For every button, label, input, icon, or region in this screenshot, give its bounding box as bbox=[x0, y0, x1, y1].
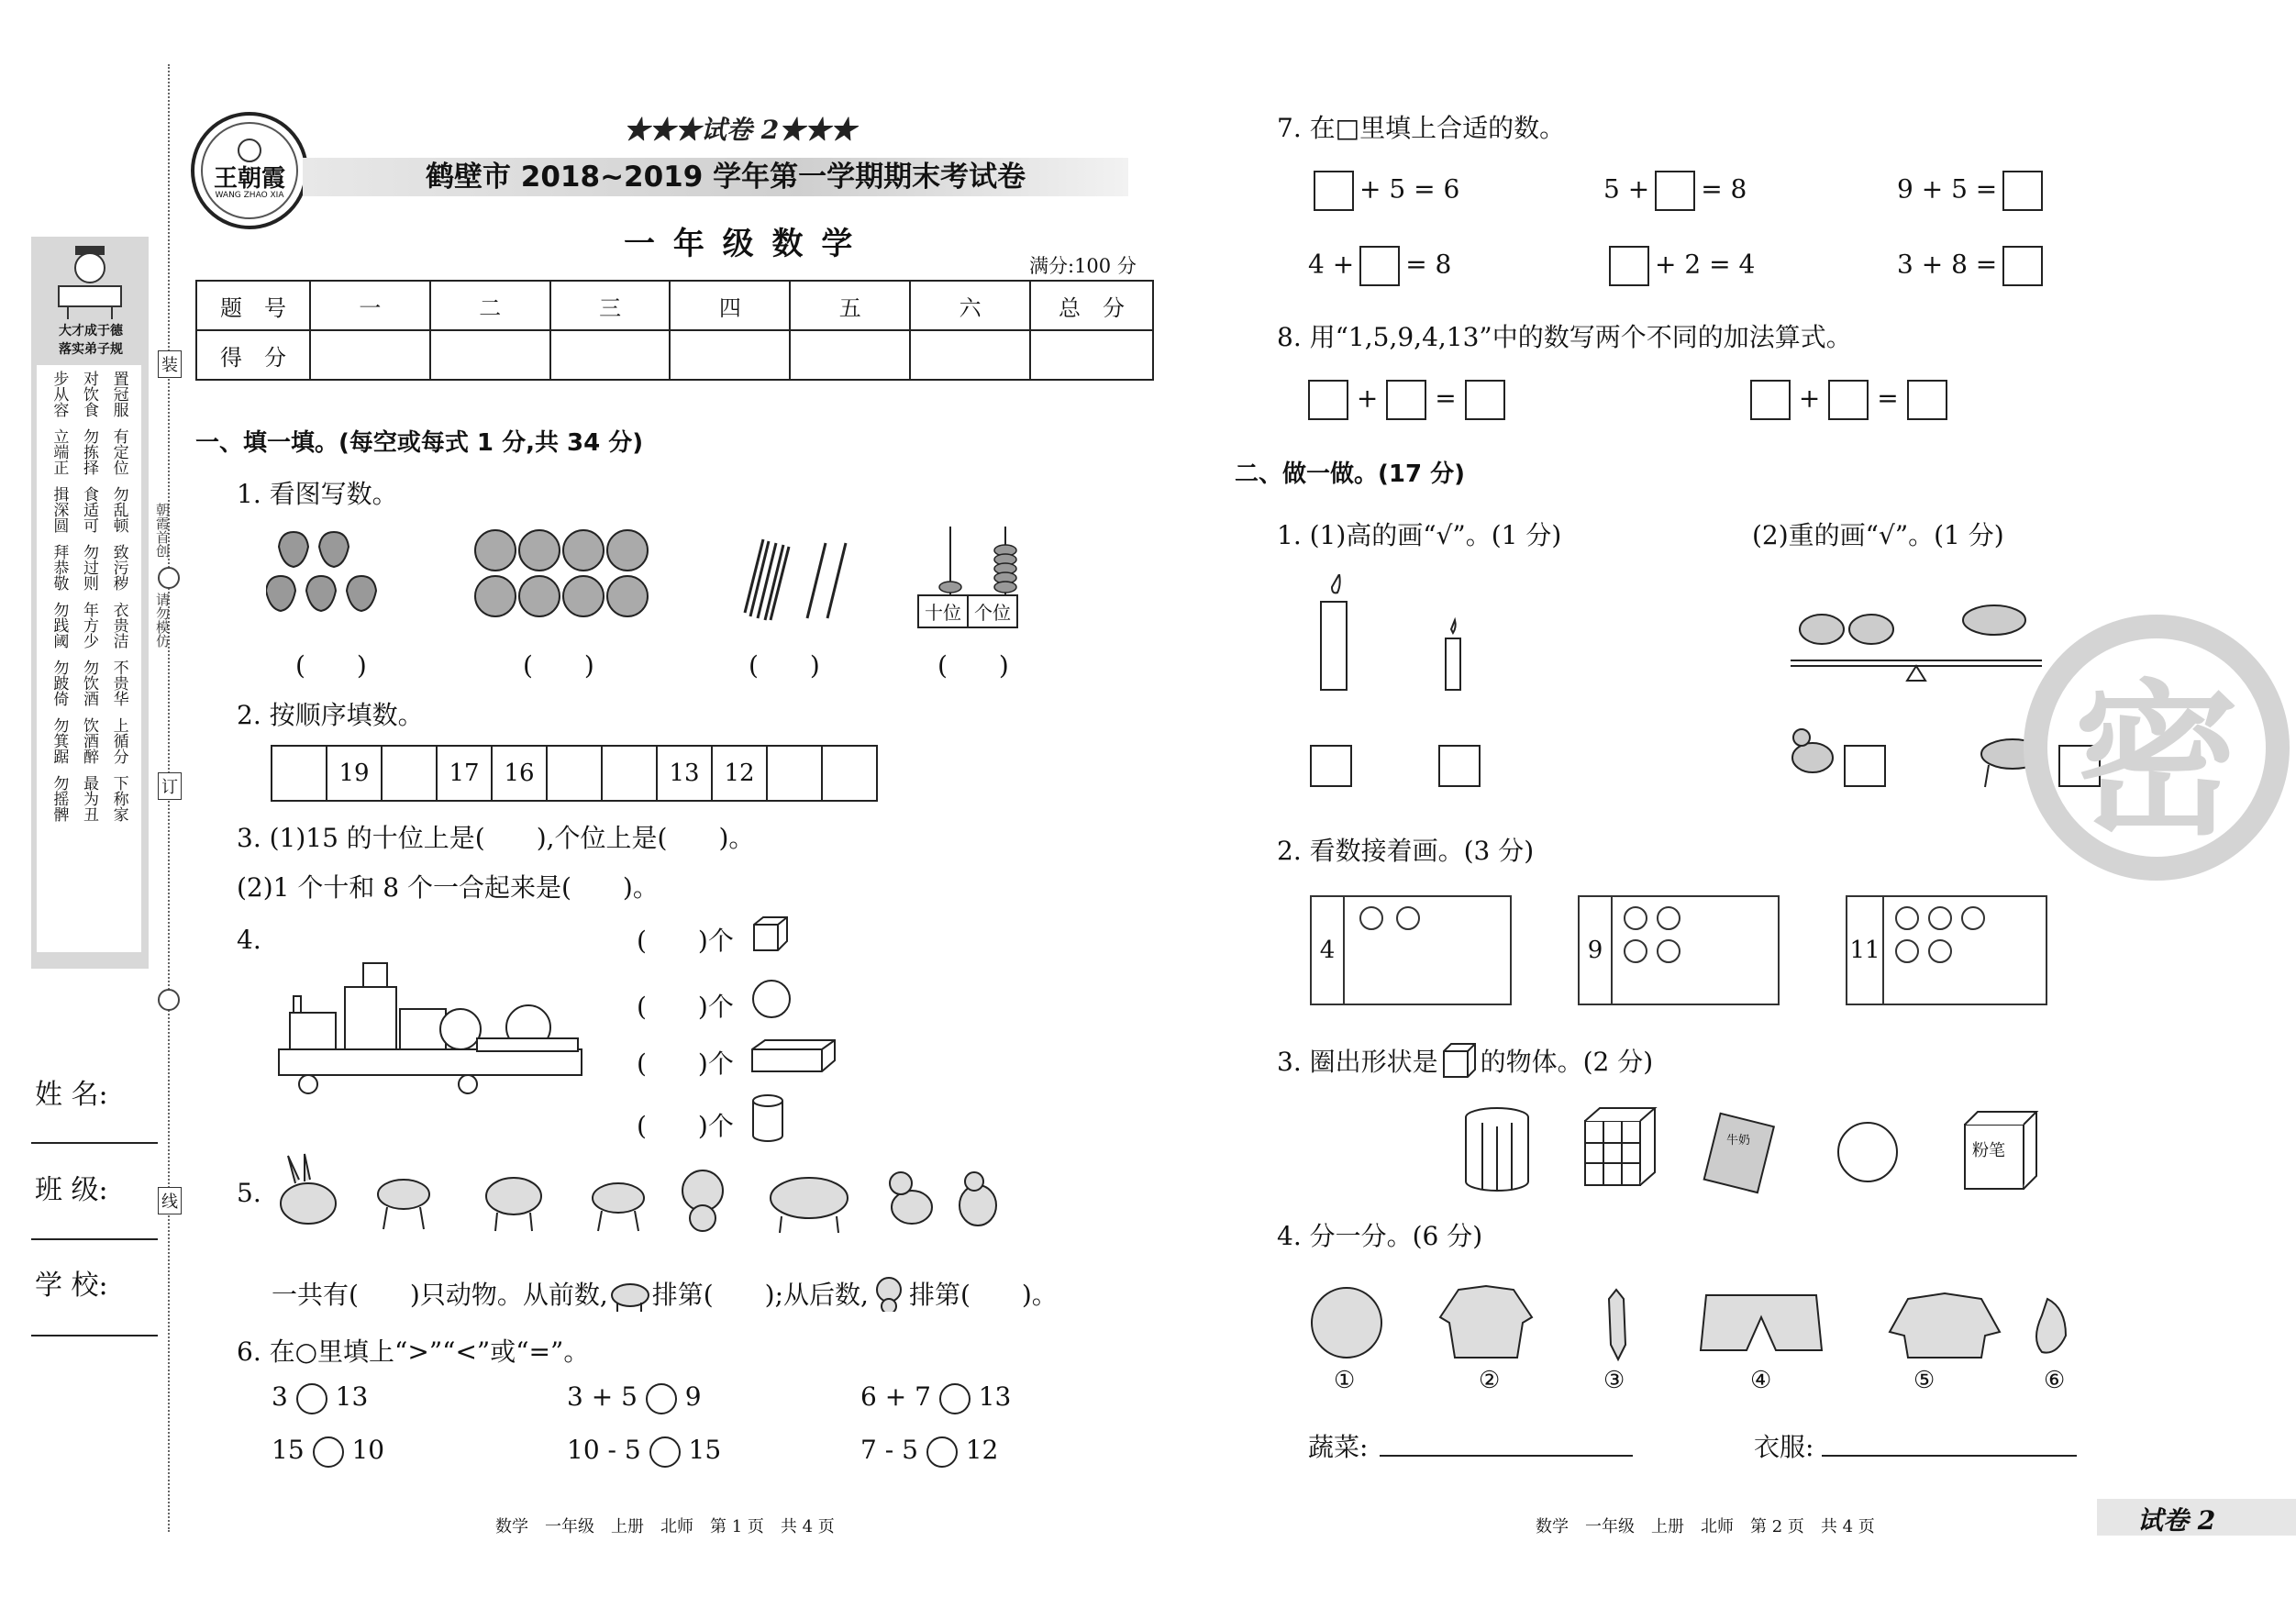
compare-left: 7 - 5 bbox=[860, 1435, 918, 1465]
eq-pre: 4 + bbox=[1308, 249, 1355, 280]
dizigui-phrase: 勿箕踞 bbox=[50, 717, 69, 764]
exam-title: 鹤壁市 2018~2019 学年第一学期期末考试卷 bbox=[426, 161, 1026, 194]
sequence-cell[interactable] bbox=[272, 746, 327, 801]
compare-item bbox=[860, 1381, 1011, 1414]
vertical-note-1: 朝霞首创 bbox=[154, 503, 171, 558]
dizigui-phrase: 步从容 bbox=[50, 371, 69, 417]
compare-circle[interactable] bbox=[649, 1436, 681, 1468]
dizigui-phrase: 下称家 bbox=[109, 775, 128, 822]
panel-circles bbox=[1347, 906, 1510, 930]
name-label: 姓 名: bbox=[35, 1079, 108, 1111]
motto-1: 大才成于德 bbox=[59, 324, 123, 338]
motto-2: 落实弟子规 bbox=[59, 342, 123, 357]
compare-right: 9 bbox=[684, 1381, 702, 1412]
class-field[interactable] bbox=[31, 1238, 158, 1240]
fill-eq bbox=[1897, 246, 2048, 286]
check-box-tall[interactable] bbox=[1310, 745, 1352, 787]
score-cell[interactable] bbox=[1030, 330, 1153, 380]
scholar-figure-icon bbox=[50, 246, 130, 319]
eq-post: = 8 bbox=[1405, 249, 1452, 280]
sequence-cell[interactable] bbox=[547, 746, 602, 801]
answer-box[interactable] bbox=[2002, 246, 2043, 286]
item-number-4: ④ bbox=[1750, 1367, 1772, 1394]
sequence-cell: 17 bbox=[437, 746, 492, 801]
compare-right: 13 bbox=[978, 1381, 1012, 1412]
question-2-1a: 1. (1)高的画“√”。(1 分) bbox=[1277, 520, 1562, 550]
sequence-cell: 13 bbox=[657, 746, 712, 801]
sequence-cell[interactable] bbox=[767, 746, 822, 801]
circle-icon bbox=[1895, 939, 1919, 963]
circle-icon bbox=[1624, 906, 1647, 930]
dizigui-phrase: 有定位 bbox=[109, 428, 128, 475]
eq-post: + 5 = 6 bbox=[1359, 173, 1460, 205]
punch-hole-icon bbox=[158, 567, 180, 589]
fill-eq bbox=[1603, 246, 1755, 286]
answer-box[interactable] bbox=[1465, 380, 1505, 420]
dizigui-phrase: 上循分 bbox=[109, 717, 128, 764]
dizigui-phrase: 饮酒醉 bbox=[79, 717, 98, 764]
table-cell: 三 bbox=[550, 281, 671, 330]
score-cell[interactable] bbox=[430, 330, 550, 380]
draw-panel-11[interactable] bbox=[1846, 895, 2047, 1005]
question-1-4: 4. bbox=[237, 925, 261, 955]
seal-char-1: 装 bbox=[158, 350, 182, 378]
cylinder-icon bbox=[750, 1093, 785, 1147]
count-cuboid[interactable]: ( )个 bbox=[637, 1048, 734, 1079]
vegetables-answer-line[interactable] bbox=[1380, 1455, 1633, 1457]
dizigui-phrase: 对饮食 bbox=[79, 371, 98, 417]
circle-icon bbox=[1961, 906, 1985, 930]
sequence-table bbox=[271, 745, 878, 802]
candles-figure bbox=[1312, 574, 1495, 693]
score-table bbox=[195, 280, 1154, 381]
eq-pre: 9 + 5 = bbox=[1897, 173, 1998, 205]
item-number-5: ⑤ bbox=[1913, 1367, 1936, 1394]
answer-box[interactable] bbox=[1386, 380, 1426, 420]
dizigui-phrase: 置冠服 bbox=[109, 371, 128, 417]
school-label: 学 校: bbox=[35, 1270, 108, 1302]
circle-icon bbox=[1657, 906, 1680, 930]
panel-number: 9 bbox=[1580, 897, 1613, 1004]
seal-char-3: 线 bbox=[158, 1187, 182, 1214]
answer-box[interactable] bbox=[2002, 171, 2043, 211]
table-cell: 题 号 bbox=[196, 281, 310, 330]
question-1-6: 6. 在○里填上“>”“<”或“=”。 bbox=[237, 1336, 590, 1367]
answer-box[interactable] bbox=[1750, 380, 1791, 420]
q5-part-2: 排第( );从后数, bbox=[651, 1280, 869, 1310]
balance-scale-figure bbox=[1783, 583, 2049, 693]
cow-icon bbox=[608, 1275, 652, 1318]
answer-blank[interactable]: ( ) bbox=[937, 650, 1009, 681]
footer-tag: 试卷 2 bbox=[2137, 1505, 2216, 1536]
score-cell[interactable] bbox=[910, 330, 1030, 380]
subject-title: 一 年 级 数 学 bbox=[624, 226, 857, 262]
compare-circle[interactable] bbox=[939, 1383, 971, 1414]
secret-watermark bbox=[2024, 615, 2290, 881]
compare-circle[interactable] bbox=[926, 1436, 958, 1468]
answer-blank[interactable]: ( ) bbox=[749, 650, 820, 681]
compare-left: 10 - 5 bbox=[567, 1435, 641, 1465]
class-label: 班 级: bbox=[35, 1174, 108, 1206]
answer-box[interactable] bbox=[1314, 171, 1354, 211]
question-1-3b: (2)1 个十和 8 个一合起来是( )。 bbox=[237, 872, 659, 903]
table-cell: 一 bbox=[310, 281, 430, 330]
fill-eq bbox=[1308, 246, 1451, 286]
equals-sign: = bbox=[1435, 383, 1457, 414]
cuboid-icon bbox=[750, 1037, 838, 1079]
dizigui-phrase: 勿乱顿 bbox=[109, 486, 128, 533]
score-cell[interactable] bbox=[550, 330, 671, 380]
item-number-3: ③ bbox=[1603, 1367, 1625, 1394]
sequence-cell[interactable] bbox=[822, 746, 877, 801]
count-cube[interactable]: ( )个 bbox=[637, 926, 734, 956]
table-cell: 二 bbox=[430, 281, 550, 330]
question-1-5: 5. bbox=[237, 1178, 261, 1208]
check-box-short[interactable] bbox=[1438, 745, 1481, 787]
dizigui-phrase: 揖深圆 bbox=[50, 486, 69, 533]
duck-icon bbox=[1785, 723, 1838, 783]
cube-icon bbox=[750, 914, 791, 958]
chalk-box-label: 粉笔 bbox=[1972, 1141, 2005, 1160]
dizigui-text bbox=[37, 365, 141, 952]
eq-pre: 3 + 8 = bbox=[1897, 249, 1998, 280]
compare-circle[interactable] bbox=[313, 1436, 344, 1468]
dizigui-phrase: 勿跛倚 bbox=[50, 660, 69, 706]
compare-left: 15 bbox=[272, 1435, 305, 1465]
vegetables-label: 蔬菜: bbox=[1308, 1432, 1369, 1462]
item-number-6: ⑥ bbox=[2044, 1367, 2066, 1394]
item-number-2: ② bbox=[1479, 1367, 1501, 1394]
item-number-1: ① bbox=[1334, 1367, 1356, 1394]
panel-number: 4 bbox=[1312, 897, 1345, 1004]
school-field[interactable] bbox=[31, 1335, 158, 1336]
panel-number: 11 bbox=[1847, 897, 1884, 1004]
abacus-tens-label: 十位 bbox=[917, 594, 969, 628]
question-1-2: 2. 按顺序填数。 bbox=[237, 700, 424, 730]
seal-char-2: 订 bbox=[158, 772, 182, 800]
score-table-header-row bbox=[196, 281, 1153, 330]
dizigui-phrase: 勿过则 bbox=[79, 544, 98, 591]
compare-item bbox=[567, 1435, 721, 1468]
question-2-1b: (2)重的画“√”。(1 分) bbox=[1752, 520, 2004, 550]
answer-box[interactable] bbox=[1359, 246, 1400, 286]
circle-icon bbox=[1359, 906, 1383, 930]
q5-part-3: 排第( )。 bbox=[908, 1280, 1058, 1310]
fill-eq bbox=[1308, 171, 1459, 211]
q5-part-1: 一共有( )只动物。从前数, bbox=[272, 1280, 608, 1310]
score-cell[interactable] bbox=[670, 330, 790, 380]
sequence-cell: 16 bbox=[492, 746, 547, 801]
balls-icon bbox=[471, 527, 655, 622]
compare-left: 6 + 7 bbox=[860, 1381, 931, 1412]
fill-eq bbox=[1897, 171, 2048, 211]
score-table-score-row bbox=[196, 330, 1153, 380]
question-1-5-text bbox=[272, 1275, 1058, 1318]
question-1-1: 1. 看图写数。 bbox=[237, 479, 398, 509]
compare-item bbox=[860, 1435, 998, 1468]
section-2-title: 二、做一做。(17 分) bbox=[1235, 460, 1465, 488]
question-2-2: 2. 看数接着画。(3 分) bbox=[1277, 836, 1535, 866]
circle-icon bbox=[1657, 939, 1680, 963]
answer-box[interactable] bbox=[1655, 171, 1695, 211]
answer-blank[interactable]: ( ) bbox=[295, 650, 367, 681]
question-2-4: 4. 分一分。(6 分) bbox=[1277, 1221, 1483, 1251]
plus-sign: + bbox=[1798, 383, 1821, 414]
compare-right: 12 bbox=[965, 1435, 999, 1465]
eq-post: + 2 = 4 bbox=[1655, 249, 1756, 280]
animals-row bbox=[268, 1152, 1002, 1235]
plus-sign: + bbox=[1356, 383, 1379, 414]
brand-pinyin: WANG ZHAO XIA bbox=[215, 191, 284, 200]
q3-post: 的物体。(2 分) bbox=[1480, 1047, 1654, 1077]
count-sphere[interactable]: ( )个 bbox=[637, 992, 734, 1022]
compare-item bbox=[272, 1381, 368, 1414]
full-score: 满分:100 分 bbox=[1029, 255, 1137, 277]
dizigui-phrase: 勿摇髀 bbox=[50, 775, 69, 822]
answer-box[interactable] bbox=[1828, 380, 1869, 420]
footer-right: 数学 一年级 上册 北师 第 2 页 共 4 页 bbox=[1536, 1517, 1875, 1536]
draw-panel-4[interactable] bbox=[1310, 895, 1512, 1005]
dizigui-phrase: 年方少 bbox=[79, 602, 98, 649]
circle-icon bbox=[1928, 939, 1952, 963]
sequence-cell[interactable] bbox=[382, 746, 437, 801]
question-1-8: 8. 用“1,5,9,4,13”中的数写两个不同的加法算式。 bbox=[1277, 322, 1852, 352]
name-field[interactable] bbox=[31, 1142, 158, 1144]
dizigui-phrase: 勿饮酒 bbox=[79, 660, 98, 706]
compare-item bbox=[272, 1435, 384, 1468]
section-1-title: 一、填一填。(每空或每式 1 分,共 34 分) bbox=[195, 429, 644, 457]
brand-logo bbox=[189, 110, 310, 231]
sticks-bundle-icon bbox=[730, 534, 859, 626]
strawberries-icon bbox=[266, 525, 413, 626]
circle-icon bbox=[1624, 939, 1647, 963]
compare-right: 15 bbox=[688, 1435, 722, 1465]
compare-circle[interactable] bbox=[646, 1383, 677, 1414]
abacus-ones-label: 个位 bbox=[969, 594, 1018, 628]
table-cell: 总 分 bbox=[1030, 281, 1153, 330]
answer-box[interactable] bbox=[1308, 380, 1348, 420]
block-train-figure bbox=[272, 954, 593, 1101]
answer-box[interactable] bbox=[1907, 380, 1947, 420]
eq-post: = 8 bbox=[1701, 173, 1747, 205]
brand-name: 王朝霞 bbox=[213, 165, 285, 193]
sidebar-panel bbox=[31, 237, 149, 969]
monkey-icon bbox=[869, 1275, 909, 1318]
draw-panel-9[interactable] bbox=[1578, 895, 1780, 1005]
circle-icon bbox=[1895, 906, 1919, 930]
equals-sign: = bbox=[1877, 383, 1899, 414]
punch-hole-icon bbox=[158, 989, 180, 1011]
addition-template bbox=[1308, 380, 1505, 420]
compare-right: 10 bbox=[351, 1435, 385, 1465]
items-row bbox=[1303, 1281, 2091, 1363]
clothes-label: 衣服: bbox=[1754, 1432, 1814, 1462]
exam-number: ★★★试卷 2★★★ bbox=[624, 115, 857, 145]
score-cell[interactable] bbox=[790, 330, 910, 380]
compare-right: 13 bbox=[335, 1381, 369, 1412]
dizigui-phrase: 衣贵洁 bbox=[109, 602, 128, 649]
question-1-3a: 3. (1)15 的十位上是( ),个位上是( )。 bbox=[237, 823, 755, 853]
objects-row bbox=[1464, 1106, 2051, 1198]
circle-icon bbox=[1928, 906, 1952, 930]
circle-icon bbox=[1396, 906, 1420, 930]
table-cell: 六 bbox=[910, 281, 1030, 330]
clothes-answer-line[interactable] bbox=[1822, 1455, 2077, 1457]
eq-pre: 5 + bbox=[1603, 173, 1650, 205]
score-cell[interactable] bbox=[310, 330, 430, 380]
dizigui-phrase: 食适可 bbox=[79, 486, 98, 533]
table-cell: 得 分 bbox=[196, 330, 310, 380]
vertical-note-2: 请勿模仿 bbox=[154, 593, 171, 648]
cuboid-shape-icon bbox=[1442, 1042, 1477, 1085]
question-1-7: 7. 在□里填上合适的数。 bbox=[1277, 113, 1566, 143]
sequence-cell: 19 bbox=[327, 746, 382, 801]
table-cell: 四 bbox=[670, 281, 790, 330]
abacus-labels bbox=[917, 594, 1018, 628]
answer-box[interactable] bbox=[1609, 246, 1649, 286]
addition-template bbox=[1750, 380, 1947, 420]
table-cell: 五 bbox=[790, 281, 910, 330]
panel-circles bbox=[1895, 906, 1994, 963]
compare-left: 3 bbox=[272, 1381, 288, 1412]
compare-left: 3 + 5 bbox=[567, 1381, 638, 1412]
dizigui-phrase: 不贵华 bbox=[109, 660, 128, 706]
sequence-cell: 12 bbox=[712, 746, 767, 801]
count-cylinder[interactable]: ( )个 bbox=[637, 1111, 734, 1141]
dizigui-phrase: 勿践阈 bbox=[50, 602, 69, 649]
q3-pre: 3. 圈出形状是 bbox=[1277, 1047, 1438, 1077]
dizigui-phrase: 最为丑 bbox=[79, 775, 98, 822]
answer-blank[interactable]: ( ) bbox=[523, 650, 594, 681]
abacus-icon bbox=[917, 523, 1037, 626]
footer-left: 数学 一年级 上册 北师 第 1 页 共 4 页 bbox=[495, 1517, 835, 1536]
sequence-cell[interactable] bbox=[602, 746, 657, 801]
watermark-char: 密 bbox=[2073, 664, 2239, 858]
milk-box-label: 牛奶 bbox=[1726, 1134, 1751, 1148]
panel-circles bbox=[1624, 906, 1690, 963]
dizigui-phrase: 致污秽 bbox=[109, 544, 128, 591]
dizigui-phrase: 立端正 bbox=[50, 428, 69, 475]
sphere-icon bbox=[750, 978, 793, 1024]
dizigui-phrase: 拜恭敬 bbox=[50, 544, 69, 591]
compare-circle[interactable] bbox=[296, 1383, 327, 1414]
check-box-duck[interactable] bbox=[1844, 745, 1886, 787]
question-2-3 bbox=[1277, 1042, 1653, 1085]
compare-item bbox=[567, 1381, 702, 1414]
dizigui-phrase: 勿拣择 bbox=[79, 428, 98, 475]
fill-eq bbox=[1603, 171, 1747, 211]
